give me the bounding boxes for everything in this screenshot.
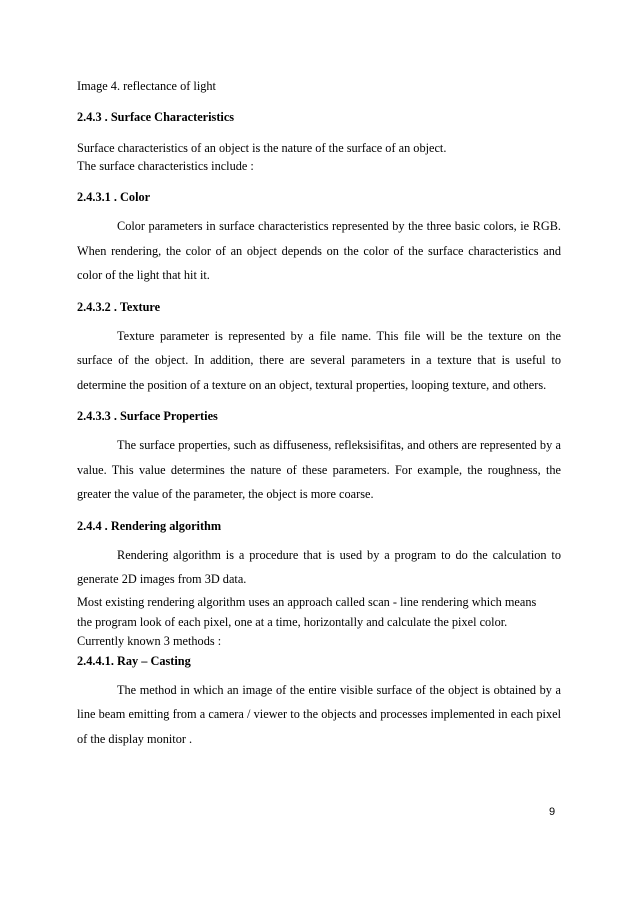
heading-2-4-4: 2.4.4 . Rendering algorithm (77, 518, 222, 533)
heading-2-4-3-3: 2.4.3.3 . Surface Properties (77, 409, 218, 423)
paragraph-scan-line-2: the program look of each pixel, one at a time, horizontally and calculate the pixel color. (77, 614, 508, 629)
paragraph-methods: Currently known 3 methods : (77, 633, 222, 648)
paragraph-scan-line-1: Most existing rendering algorithm uses an approach called scan - line rendering which means (77, 594, 537, 609)
paragraph-surface-characteristics-2: The surface characteristics include : (77, 159, 254, 173)
paragraph-surface-characteristics-1: Surface characteristics of an object is the nature of the surface of an object. (77, 141, 447, 155)
heading-2-4-3-2: 2.4.3.2 . Texture (77, 299, 161, 314)
paragraph-ray-casting: The method in which an image of the entire visible surface of the object is obtained by a line beam emitting from a camera / viewer to the objects and processes implemented in each pixel of the display monitor . (77, 682, 561, 746)
paragraph-rendering-algorithm: Rendering algorithm is a procedure that is used by a program to do the calculation to generate 2D images from 3D data. (77, 547, 561, 586)
paragraph-texture: Texture parameter is represented by a file name. This file will be the texture on the surface of the object. In addition, there are several parameters in a texture that is useful to determine the position of a texture on an object, textural properties, looping texture, and others. (77, 328, 561, 392)
page-content (77, 77, 561, 751)
heading-2-4-3: 2.4.3 . Surface Characteristics (77, 110, 235, 124)
heading-2-4-4-1: 2.4.4.1. Ray – Casting (77, 653, 191, 668)
paragraph-surface-properties: The surface properties, such as diffuseness, refleksisifitas, and others are represented by a value. This value determines the nature of these parameters. For example, the roughness, the greater the value of the parameter, the object is more coarse. (77, 438, 561, 501)
page-number: 9 (549, 806, 556, 818)
heading-2-4-3-1: 2.4.3.1 . Color (77, 190, 151, 204)
figure-caption: Image 4. reflectance of light (77, 79, 216, 93)
paragraph-color: Color parameters in surface characteristics represented by the three basic colors, ie RGB. When rendering, the color of an object depends on the color of the surface characteristics and color of the light that hit it. (77, 219, 561, 282)
